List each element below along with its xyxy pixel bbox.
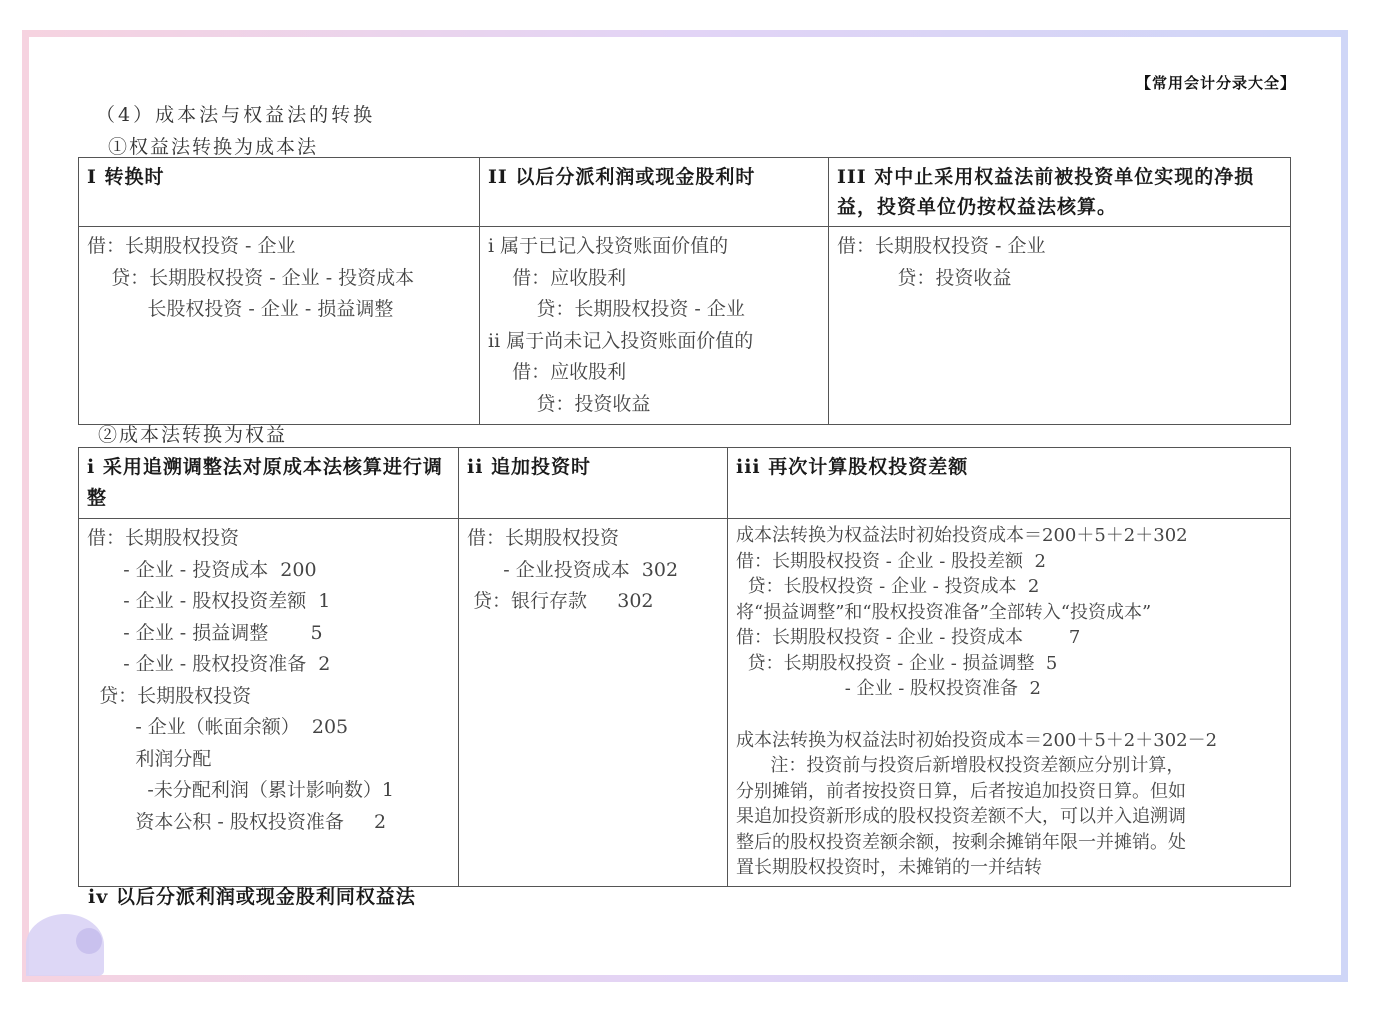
entry-line: 借：长期股权投资 - 企业 - 投资成本 7 <box>736 627 1081 648</box>
entry-line: 借：应收股利 <box>488 266 627 289</box>
header-retrospective: i 采用追溯调整法对原成本法核算进行调整 <box>79 448 459 519</box>
entry-line: 贷：银行存款 302 <box>467 590 654 612</box>
entry-line: 贷：长期股权投资 - 企业 <box>488 298 745 320</box>
cost-to-equity-table <box>78 447 1291 887</box>
entry-line: 借：长期股权投资 - 企业 - 股投差额 2 <box>736 550 1046 572</box>
entry-line: 借：长期股权投资 - 企业 <box>87 235 296 257</box>
header-conversion: I 转换时 <box>79 158 480 227</box>
entry-line: - 企业 - 股权投资准备 2 <box>87 653 331 675</box>
entry-line: - 企业 - 股权投资差额 1 <box>87 590 331 612</box>
entry-line: - 企业 - 损益调整 5 <box>87 621 323 644</box>
cell-dividend-entries <box>480 227 829 425</box>
entry-line: 贷：投资收益 <box>488 392 651 415</box>
entry-line: 贷：长股权投资 - 企业 - 投资成本 2 <box>736 576 1040 597</box>
entry-line: 贷：长期股权投资 - 企业 - 损益调整 5 <box>736 652 1058 674</box>
footer-note: iv 以后分派利润或现金股利同权益法 <box>88 886 416 908</box>
entry-line: i 属于已记入投资账面价值的 <box>488 235 729 257</box>
entry-line: - 企业 - 投资成本 200 <box>87 558 317 581</box>
note-line: 置长期股权投资时，未摊销的一并结转 <box>736 857 1042 878</box>
note-line: 果追加投资新形成的股权投资差额不大，可以并入追溯调 <box>736 806 1186 827</box>
cell-additional-investment-entries <box>459 519 728 887</box>
entry-line: -未分配利润（累计影响数）1 <box>87 779 394 801</box>
header-additional-investment: ii 追加投资时 <box>459 448 728 519</box>
note-line: 整后的股权投资差额余额，按剩余摊销年限一并摊销。处 <box>736 831 1186 853</box>
entry-line: 借：长期股权投资 <box>467 527 620 549</box>
entry-line: 贷：投资收益 <box>837 266 1012 289</box>
cell-equity-entries <box>829 227 1291 425</box>
header-equity-accounting: III 对中止采用权益法前被投资单位实现的净损益，投资单位仍按权益法核算。 <box>829 158 1291 227</box>
entry-line: 将“损益调整”和“股权投资准备”全部转入“投资成本” <box>736 601 1152 623</box>
entry-line: 贷：长期股权投资 - 企业 - 投资成本 <box>87 266 415 289</box>
header-tag: 【常用会计分录大全】 <box>1135 74 1296 92</box>
entry-line: 贷：长期股权投资 <box>87 684 252 707</box>
cell-conversion-entries <box>79 227 480 425</box>
part2-subtitle: ②成本法转换为权益 <box>98 424 288 446</box>
entry-line: 借：长期股权投资 <box>87 527 240 549</box>
note-line: 成本法转换为权益法时初始投资成本＝200＋5＋2＋302－2 <box>736 729 1218 751</box>
entry-line: - 企业 - 股权投资准备 2 <box>736 678 1041 699</box>
header-dividend: II 以后分派利润或现金股利时 <box>480 158 829 227</box>
entry-line: - 企业（帐面余额） 205 <box>87 716 349 738</box>
cell-recalculate-entries <box>728 519 1291 887</box>
entry-line: 成本法转换为权益法时初始投资成本＝200＋5＋2＋302 <box>736 525 1188 546</box>
entry-line: - 企业投资成本 302 <box>467 558 679 581</box>
note-line: 分别摊销，前者按投资日算，后者按追加投资日算。但如 <box>736 780 1186 802</box>
section-title: （4）成本法与权益法的转换 <box>96 104 376 126</box>
note-line: 注：投资前与投资后新增股权投资差额应分别计算， <box>736 755 1185 776</box>
entry-line: 长股权投资 - 企业 - 损益调整 <box>87 298 394 320</box>
cell-retrospective-entries <box>79 519 459 887</box>
spacer <box>736 702 1282 728</box>
part1-subtitle: ①权益法转换为成本法 <box>108 136 319 158</box>
entry-line: ii 属于尚未记入投资账面价值的 <box>488 329 754 352</box>
entry-line: 利润分配 <box>87 747 212 770</box>
entry-line: 借：长期股权投资 - 企业 <box>837 235 1046 257</box>
entry-line: 借：应收股利 <box>488 361 627 383</box>
equity-to-cost-table <box>78 157 1291 425</box>
decorative-dot <box>76 928 102 954</box>
entry-line: 资本公积 - 股权投资准备 2 <box>87 810 387 833</box>
header-recalculate-difference: iii 再次计算股权投资差额 <box>728 448 1291 519</box>
